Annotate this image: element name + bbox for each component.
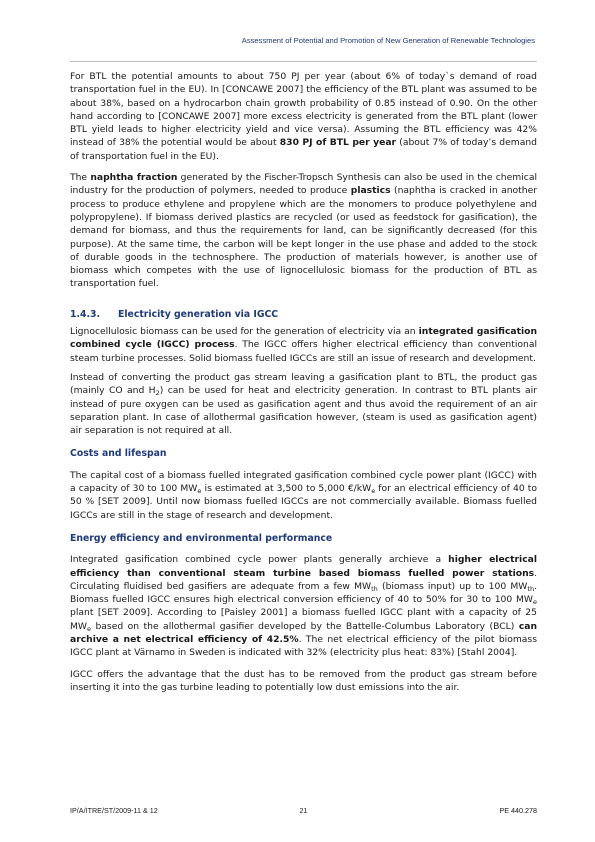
page-body bbox=[70, 70, 537, 702]
paragraph-btl-potential: For BTL the potential amounts to about 750 PJ per year (about 6% of today`s demand of road transportation fuel in the EU). In [CONCAWE 2007] the efficiency of the BTL plant was assumed to be about 38%, based on a hydrocarbon chain growth probability of 0.85 instead of 0.90. On the other hand according to [CONCAWE 2007] more excess electricity is generated from the BTL plant (lower BTL yield leads to higher electricity yield and vice versa). Assuming the BTL efficiency was 42% instead of 38% the potential would be about 830 PJ of BTL per year (about 7% of today’s demand of transportation fuel in the EU). bbox=[70, 71, 537, 162]
paragraph-costs: The capital cost of a biomass fuelled integrated gasification combined cycle power plant (IGCC) with a capacity of 30 to 100 $MW_e$ is estimated at 3,500 to 5,000 $€/kW_e$ for an electrical efficiency of 40 to 50 % [SET 2009]. Until now biomass fuelled IGCCs are not commercially available. Biomass fuelled IGCCs are still in the stage of research and development. bbox=[70, 469, 537, 521]
paragraph-dust: IGCC offers the advantage that the dust has to be removed from the product gas stream before inserting it into the gas turbine leading to potentially low dust emissions into the air. bbox=[70, 668, 537, 693]
emphasis-igcc: integrated gasification combined cycle (IGCC) process bbox=[70, 326, 537, 351]
section-number: 1.4.3. bbox=[70, 308, 101, 320]
paragraph-efficiency: Integrated gasification combined cycle power plants generally archieve a higher electrical efficiency than conventional steam turbine based biomass fuelled power stations. Circulating fluidised bed gasifiers are adequate from a few $MW_{th}$ (biomass input) up to 100 $MW_{th}$. Biomass fuelled IGCC ensures high electrical conversion efficiency of 40 to 50% for 30 to 100 $MW_e$ plant [SET 2009]. According to [Paisley 2001] a biomass fuelled IGCC plant with a capacity of 25 $MW_e$ based on the allothermal gasifier developed by the Battelle-Columbus Laboratory (BCL) can archive a net electrical efficiency of 42.5%. The net electrical efficiency of the pilot biomass IGCC plant at Värnamo in Sweden is indicated with 32% (electricity plus heat: 83%) [Stahl 2004]. bbox=[70, 554, 537, 659]
subheading-efficiency: Energy efficiency and environmental performance bbox=[70, 532, 333, 544]
subheading-costs: Costs and lifespan bbox=[70, 448, 167, 460]
emphasis-plastics: plastics bbox=[350, 185, 391, 197]
section-heading bbox=[70, 308, 537, 321]
page-number: 21 bbox=[299, 806, 308, 815]
header-divider bbox=[70, 61, 537, 62]
footer-reference: IP/A/ITRE/ST/2009-11 & 12 bbox=[70, 806, 158, 815]
emphasis-830pj: 830 PJ of BTL per year bbox=[279, 137, 397, 149]
paragraph-igcc-intro: Lignocellulosic biomass can be used for the generation of electricity via an integrated gasification combined cycle (IGCC) process. The IGCC offers higher electrical efficiency than conventional steam turbine processes. Solid biomass fuelled IGCCs are still an issue of research and development. bbox=[70, 326, 538, 364]
emphasis-net-efficiency: can archive a net electrical efficiency of 42.5% bbox=[70, 620, 537, 645]
paragraph-naphtha: The naphtha fraction generated by the Fischer-Tropsch Synthesis can also be used in the chemical industry for the production of polymers, needed to produce plastics (naphtha is cracked in another process to produce ethylene and propylene which are the monomers to produce polyethylene and polypropylene). If biomass derived plastics are recycled (or used as feedstock for gasification), the demand for biomass, and thus the requirements for land, can be significantly decreased (for this purpose). At the same time, the carbon will be kept longer in the use phase and added to the stock of durable goods in the technosphere. The production of materials however, is another use of biomass which competes with the use of lignocellulosic biomass for the production of BTL as transportation fuel. bbox=[70, 172, 538, 290]
section-title: Electricity generation via IGCC bbox=[118, 308, 279, 320]
paragraph-product-gas: Instead of converting the product gas stream leaving a gasification plant to BTL, the product gas (mainly CO and $H_2$) can be used for heat and electricity generation. In contrast to BTL plants air instead of pure oxygen can be used as gasification agent and thus avoid the requirement of an air separation plant. In case of allothermal gasification however, (steam is used as gasification agent) air separation is not required at all. bbox=[70, 371, 538, 437]
emphasis-naphtha: naphtha fraction bbox=[90, 172, 178, 184]
emphasis-higher-efficiency: higher electrical efficiency than conventional steam turbine based biomass fuelled power stations bbox=[70, 554, 537, 579]
footer-doc-id: PE 440.278 bbox=[499, 806, 537, 815]
running-header: Assessment of Potential and Promotion of New Generation of Renewable Technologies bbox=[241, 36, 535, 45]
